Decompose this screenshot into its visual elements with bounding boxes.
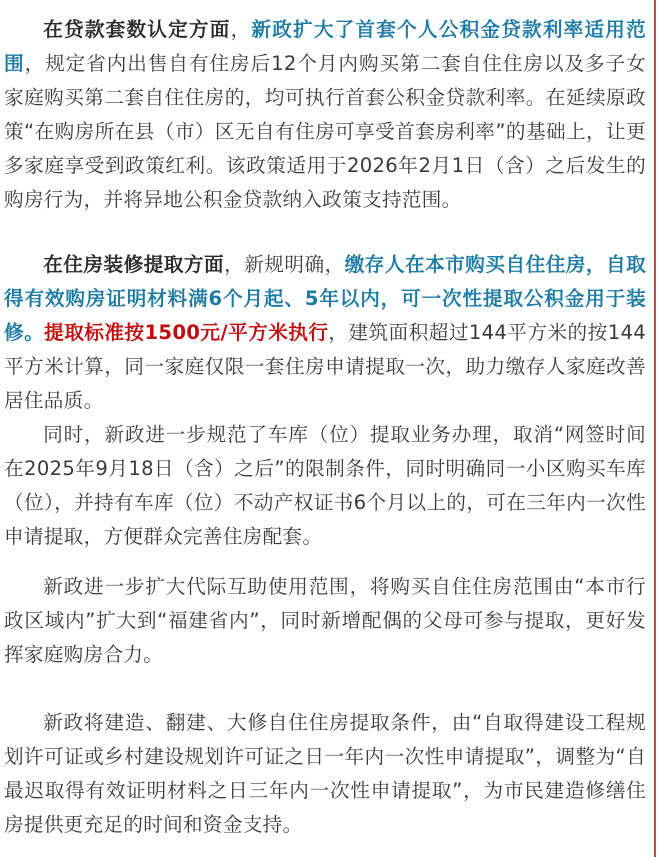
paragraph-garage-withdrawal <box>4 418 646 554</box>
highlight-red-text: 提取标准按1500元/平方米执行 <box>44 321 329 344</box>
paragraph-construction-withdrawal <box>4 706 646 842</box>
paragraph-renovation-withdrawal <box>4 248 646 418</box>
text-segment: 新政进一步扩大代际互助使用范围，将购买自住住房范围由“本市行政区域内”扩大到“福建省内”，同时新增配偶的父母可参与提取，更好发挥家庭购房合力。 <box>4 575 646 666</box>
paragraph-intergenerational-support <box>4 570 646 672</box>
section-heading-renovation: 在住房装修提取方面 <box>43 253 225 276</box>
section-heading-loan-count: 在贷款套数认定方面 <box>43 18 231 41</box>
highlight-blue-text: 新政扩大了首套个人公积金贷款利率适用范围 <box>4 18 647 75</box>
text-segment: ， <box>230 18 252 41</box>
paragraph-loan-count <box>4 13 646 217</box>
text-segment: ，规定省内出售自有住房后12个月内购买第二套自住住房以及多子女家庭购买第二套自住住房的，均可执行首套公积金贷款利率。在延续原政策“在购房所在县（市）区无自有住房可享受首套房利率”的基础上，让更多家庭享受到政策红利。该政策适用于2026年2月1日（含）之后发生的购房行为，并将异地公积金贷款纳入政策支持范围。 <box>4 52 646 211</box>
text-segment: 同时，新政进一步规范了车库（位）提取业务办理，取消“网签时间在2025年9月18日（含）之后”的限制条件，同时明确同一小区购买车库（位），并持有车库（位）不动产权证书6个月以上的，可在三年内一次性申请提取，方便群众完善住房配套。 <box>4 423 646 548</box>
text-segment: ，新规明确， <box>224 253 345 276</box>
text-segment: 新政将建造、翻建、大修自住住房提取条件，由“自取得建设工程规划许可证或乡村建设规划许可证之日一年内一次性申请提取”，调整为“自最迟取得有效证明材料之日三年内一次性申请提取”，为市民建造修缮住房提供更充足的时间和资金支持。 <box>4 711 646 836</box>
text-segment: ，建筑面积超过144平方米的按144平方米计算，同一家庭仅限一套住房申请提取一次，助力缴存人家庭改善居住品质。 <box>4 321 646 412</box>
highlight-blue-text: 缴存人在本市购买自住住房，自取得有效购房证明材料满6个月起、5年以内，可一次性提取公积金用于装修。 <box>4 253 646 344</box>
